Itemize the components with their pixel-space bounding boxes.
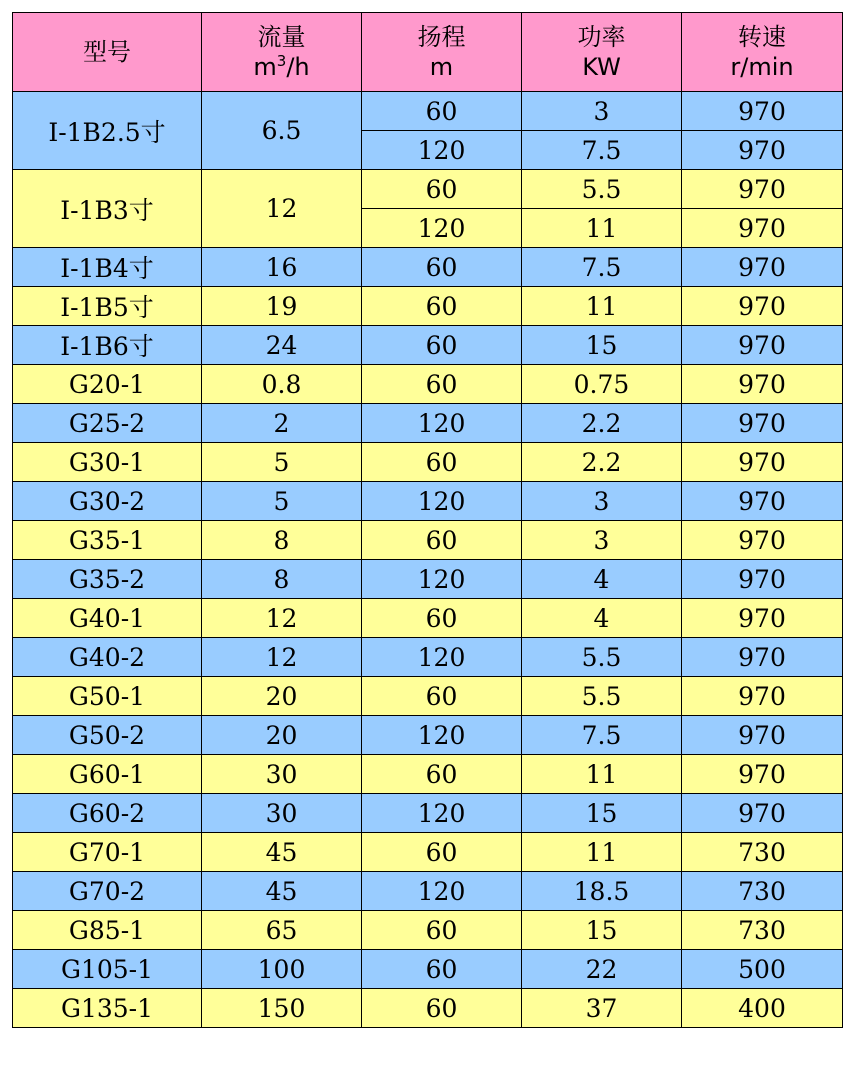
cell-power: 11	[522, 755, 682, 794]
cell-speed: 970	[682, 755, 843, 794]
cell-head: 60	[362, 326, 522, 365]
table-row	[13, 326, 843, 365]
cell-flow: 20	[202, 677, 362, 716]
cell-model: G135-1	[13, 989, 202, 1028]
table-row	[13, 287, 843, 326]
table-row	[13, 638, 843, 677]
cell-model: G105-1	[13, 950, 202, 989]
cell-power: 5.5	[522, 677, 682, 716]
header-speed-unit: r/min	[730, 53, 794, 81]
cell-speed: 970	[682, 92, 843, 131]
header-power-label: 功率	[577, 23, 626, 51]
cell-speed: 730	[682, 833, 843, 872]
flow-unit-exponent: 3	[276, 52, 287, 70]
header-model-label: 型号	[83, 38, 131, 66]
cell-model: G60-2	[13, 794, 202, 833]
cell-flow: 12	[202, 170, 362, 248]
cell-head: 60	[362, 950, 522, 989]
cell-head: 60	[362, 599, 522, 638]
cell-flow: 16	[202, 248, 362, 287]
cell-speed: 970	[682, 287, 843, 326]
header-speed	[682, 13, 843, 92]
cell-flow: 12	[202, 638, 362, 677]
cell-speed: 970	[682, 794, 843, 833]
table-row	[13, 365, 843, 404]
cell-model: G70-2	[13, 872, 202, 911]
cell-model: G85-1	[13, 911, 202, 950]
cell-head: 60	[362, 443, 522, 482]
cell-flow: 24	[202, 326, 362, 365]
cell-model: G35-1	[13, 521, 202, 560]
table-row	[13, 404, 843, 443]
cell-model: I-1B2.5寸	[13, 92, 202, 170]
cell-speed: 970	[682, 482, 843, 521]
cell-head: 60	[362, 521, 522, 560]
cell-flow: 100	[202, 950, 362, 989]
cell-speed: 970	[682, 560, 843, 599]
cell-speed: 970	[682, 209, 843, 248]
table-row	[13, 716, 843, 755]
cell-model: G60-1	[13, 755, 202, 794]
cell-model: I-1B5寸	[13, 287, 202, 326]
table-body	[13, 92, 843, 1028]
cell-speed: 970	[682, 716, 843, 755]
cell-model: G50-1	[13, 677, 202, 716]
table-row	[13, 872, 843, 911]
table-row	[13, 248, 843, 287]
cell-model: I-1B6寸	[13, 326, 202, 365]
cell-speed: 970	[682, 404, 843, 443]
cell-flow: 20	[202, 716, 362, 755]
cell-head: 60	[362, 911, 522, 950]
cell-model: I-1B4寸	[13, 248, 202, 287]
cell-power: 7.5	[522, 131, 682, 170]
table-row	[13, 170, 843, 209]
cell-flow: 8	[202, 560, 362, 599]
header-head	[362, 13, 522, 92]
cell-power: 11	[522, 209, 682, 248]
cell-speed: 970	[682, 131, 843, 170]
cell-speed: 970	[682, 638, 843, 677]
cell-power: 2.2	[522, 404, 682, 443]
cell-power: 0.75	[522, 365, 682, 404]
cell-power: 5.5	[522, 638, 682, 677]
cell-power: 4	[522, 560, 682, 599]
cell-head: 120	[362, 131, 522, 170]
cell-head: 120	[362, 872, 522, 911]
table-row	[13, 989, 843, 1028]
table-header-row	[13, 13, 843, 92]
cell-power: 15	[522, 911, 682, 950]
cell-power: 22	[522, 950, 682, 989]
cell-head: 120	[362, 209, 522, 248]
cell-head: 120	[362, 560, 522, 599]
cell-flow: 2	[202, 404, 362, 443]
cell-speed: 970	[682, 326, 843, 365]
cell-head: 60	[362, 677, 522, 716]
table-row	[13, 794, 843, 833]
cell-speed: 400	[682, 989, 843, 1028]
cell-power: 4	[522, 599, 682, 638]
table-row	[13, 833, 843, 872]
cell-power: 3	[522, 92, 682, 131]
cell-power: 5.5	[522, 170, 682, 209]
cell-model: G40-2	[13, 638, 202, 677]
cell-flow: 5	[202, 482, 362, 521]
table-row	[13, 521, 843, 560]
table-row	[13, 443, 843, 482]
cell-head: 60	[362, 365, 522, 404]
cell-speed: 730	[682, 872, 843, 911]
cell-head: 60	[362, 833, 522, 872]
cell-model: G70-1	[13, 833, 202, 872]
cell-power: 15	[522, 794, 682, 833]
pump-spec-table	[12, 12, 843, 1028]
header-power-unit: KW	[582, 53, 621, 81]
cell-speed: 970	[682, 599, 843, 638]
cell-flow: 150	[202, 989, 362, 1028]
cell-model: I-1B3寸	[13, 170, 202, 248]
cell-power: 37	[522, 989, 682, 1028]
cell-power: 3	[522, 521, 682, 560]
cell-model: G30-2	[13, 482, 202, 521]
cell-flow: 19	[202, 287, 362, 326]
cell-speed: 970	[682, 521, 843, 560]
cell-head: 60	[362, 170, 522, 209]
cell-speed: 970	[682, 248, 843, 287]
header-flow	[202, 13, 362, 92]
cell-flow: 45	[202, 872, 362, 911]
cell-head: 60	[362, 287, 522, 326]
header-head-label: 扬程	[417, 23, 466, 51]
cell-power: 11	[522, 287, 682, 326]
cell-speed: 970	[682, 443, 843, 482]
table-row	[13, 92, 843, 131]
cell-speed: 500	[682, 950, 843, 989]
cell-model: G20-1	[13, 365, 202, 404]
cell-flow: 6.5	[202, 92, 362, 170]
table-row	[13, 911, 843, 950]
cell-head: 120	[362, 794, 522, 833]
cell-speed: 970	[682, 365, 843, 404]
cell-flow: 12	[202, 599, 362, 638]
cell-power: 7.5	[522, 716, 682, 755]
cell-head: 60	[362, 92, 522, 131]
cell-speed: 970	[682, 170, 843, 209]
header-power	[522, 13, 682, 92]
cell-model: G35-2	[13, 560, 202, 599]
cell-flow: 5	[202, 443, 362, 482]
cell-head: 120	[362, 482, 522, 521]
header-flow-unit	[202, 52, 361, 82]
cell-head: 120	[362, 638, 522, 677]
cell-flow: 45	[202, 833, 362, 872]
cell-head: 60	[362, 755, 522, 794]
table-row	[13, 950, 843, 989]
header-model	[13, 13, 202, 92]
cell-power: 11	[522, 833, 682, 872]
table-row	[13, 560, 843, 599]
cell-model: G50-2	[13, 716, 202, 755]
cell-flow: 8	[202, 521, 362, 560]
cell-power: 7.5	[522, 248, 682, 287]
table-row	[13, 482, 843, 521]
table-row	[13, 599, 843, 638]
header-head-unit: m	[429, 53, 454, 81]
header-speed-label: 转速	[738, 23, 786, 51]
cell-flow: 30	[202, 755, 362, 794]
cell-speed: 970	[682, 677, 843, 716]
cell-power: 3	[522, 482, 682, 521]
cell-flow: 65	[202, 911, 362, 950]
cell-power: 15	[522, 326, 682, 365]
cell-head: 120	[362, 404, 522, 443]
cell-speed: 730	[682, 911, 843, 950]
cell-head: 120	[362, 716, 522, 755]
cell-head: 60	[362, 989, 522, 1028]
flow-unit-base: m	[253, 53, 277, 81]
cell-flow: 30	[202, 794, 362, 833]
header-flow-label: 流量	[257, 23, 306, 51]
cell-flow: 0.8	[202, 365, 362, 404]
table-row	[13, 755, 843, 794]
cell-power: 18.5	[522, 872, 682, 911]
cell-model: G30-1	[13, 443, 202, 482]
cell-power: 2.2	[522, 443, 682, 482]
cell-model: G25-2	[13, 404, 202, 443]
flow-unit-rest: /h	[286, 53, 310, 81]
cell-head: 60	[362, 248, 522, 287]
table-row	[13, 677, 843, 716]
cell-model: G40-1	[13, 599, 202, 638]
